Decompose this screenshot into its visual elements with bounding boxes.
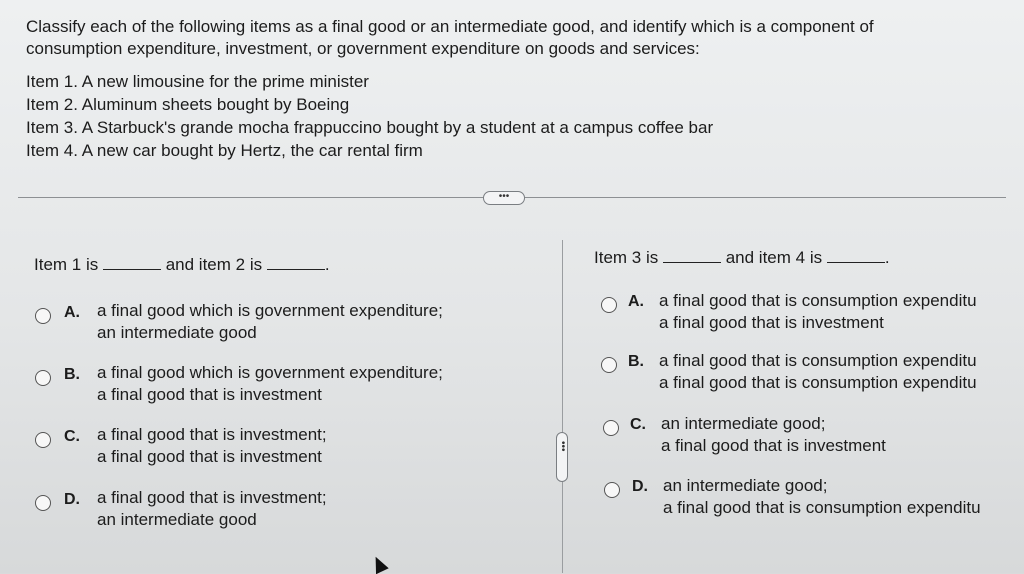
right-option-c-line2: a final good that is investment bbox=[661, 436, 886, 455]
right-prompt bbox=[594, 248, 890, 268]
right-option-d-letter: D. bbox=[632, 478, 648, 495]
item-4: Item 4. A new car bought by Hertz, the car rental firm bbox=[26, 141, 423, 160]
blank-item-2 bbox=[267, 255, 325, 270]
right-option-b-letter: B. bbox=[628, 353, 644, 370]
left-option-b-letter: B. bbox=[64, 366, 80, 383]
left-option-c-line2: a final good that is investment bbox=[97, 447, 322, 466]
right-option-a-line1: a final good that is consumption expenditu bbox=[659, 291, 977, 310]
item-1: Item 1. A new limousine for the prime minister bbox=[26, 72, 369, 91]
left-option-a-line2: an intermediate good bbox=[97, 323, 257, 342]
radio-right-c[interactable] bbox=[603, 420, 619, 436]
left-prompt-period: . bbox=[324, 255, 330, 274]
mouse-pointer-icon bbox=[369, 554, 388, 574]
splitter-handle-dots: ••• bbox=[557, 441, 568, 452]
right-prompt-item4: and item 4 is bbox=[725, 248, 823, 267]
left-prompt-item2: and item 2 is bbox=[165, 255, 263, 274]
question-line-2: consumption expenditure, investment, or government expenditure on goods and services: bbox=[26, 39, 700, 58]
left-option-a-letter: A. bbox=[64, 304, 80, 321]
left-prompt-item1: Item 1 is bbox=[34, 255, 99, 274]
blank-item-3 bbox=[663, 248, 721, 263]
left-option-c-letter: C. bbox=[64, 428, 80, 445]
right-option-a-line2: a final good that is investment bbox=[659, 313, 884, 332]
right-option-a-letter: A. bbox=[628, 293, 644, 310]
left-option-c-line1: a final good that is investment; bbox=[97, 425, 327, 444]
left-option-b-line1: a final good which is government expenditure; bbox=[97, 363, 443, 382]
radio-left-b[interactable] bbox=[35, 370, 51, 386]
right-option-c-letter: C. bbox=[630, 416, 646, 433]
item-list bbox=[26, 70, 713, 162]
left-option-d-letter: D. bbox=[64, 491, 80, 508]
blank-item-1 bbox=[103, 255, 161, 270]
right-option-d-line1: an intermediate good; bbox=[663, 476, 828, 495]
radio-left-c[interactable] bbox=[35, 432, 51, 448]
left-prompt bbox=[34, 255, 330, 275]
right-option-c-line1: an intermediate good; bbox=[661, 414, 826, 433]
left-option-d-line2: an intermediate good bbox=[97, 510, 257, 529]
left-option-d-line1: a final good that is investment; bbox=[97, 488, 327, 507]
right-prompt-period: . bbox=[884, 248, 890, 267]
right-prompt-item3: Item 3 is bbox=[594, 248, 659, 267]
radio-left-d[interactable] bbox=[35, 495, 51, 511]
left-option-b-line2: a final good that is investment bbox=[97, 385, 322, 404]
radio-left-a[interactable] bbox=[35, 308, 51, 324]
item-2: Item 2. Aluminum sheets bought by Boeing bbox=[26, 95, 350, 114]
left-option-a-line1: a final good which is government expenditure; bbox=[97, 301, 443, 320]
radio-right-b[interactable] bbox=[601, 357, 617, 373]
blank-item-4 bbox=[827, 248, 885, 263]
radio-right-d[interactable] bbox=[604, 482, 620, 498]
item-3: Item 3. A Starbuck's grande mocha frappuccino bought by a student at a campus coffee bar bbox=[26, 118, 714, 137]
right-option-b-line2: a final good that is consumption expenditu bbox=[659, 373, 977, 392]
question-line-1: Classify each of the following items as a final good or an intermediate good, and identify which is a component of bbox=[26, 17, 874, 36]
radio-right-a[interactable] bbox=[601, 297, 617, 313]
splitter-handle[interactable] bbox=[556, 432, 568, 482]
question-text bbox=[26, 16, 986, 60]
right-option-d-line2: a final good that is consumption expenditu bbox=[663, 498, 981, 517]
column-divider bbox=[562, 240, 563, 573]
right-option-b-line1: a final good that is consumption expenditu bbox=[659, 351, 977, 370]
expand-more-button[interactable]: ••• bbox=[483, 191, 525, 205]
